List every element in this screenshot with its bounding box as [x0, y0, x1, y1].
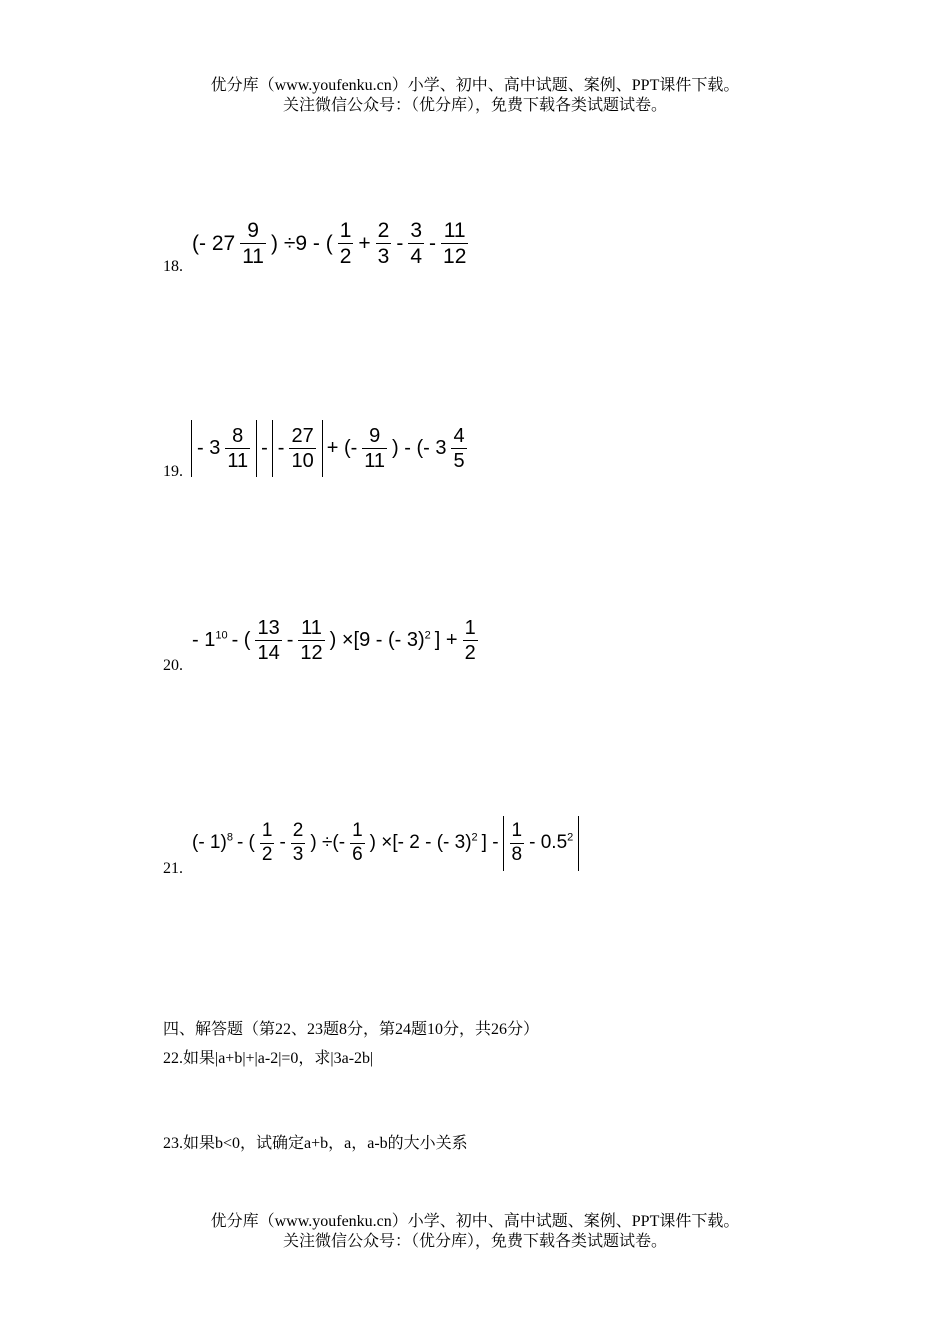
- numerator: 2: [377, 219, 390, 242]
- expr-text: - 0.5: [529, 832, 568, 854]
- numerator: 1: [352, 820, 363, 841]
- fraction: [225, 424, 250, 473]
- fraction: [255, 616, 281, 665]
- problem-18-expression: [190, 218, 471, 269]
- fraction: [291, 820, 306, 867]
- numerator: 9: [247, 219, 259, 242]
- expr-text: [370, 832, 478, 854]
- fraction: [362, 424, 387, 473]
- expr-text: -: [396, 231, 404, 255]
- fraction: [451, 424, 466, 473]
- expr-text: ) ×[- 2 - (- 3): [369, 832, 472, 854]
- numerator: 1: [339, 219, 352, 242]
- watermark-line-1: 优分库（www.youfenku.cn）小学、初中、高中试题、案例、PPT课件下载。: [210, 1213, 740, 1230]
- expr-text: - (: [236, 832, 255, 854]
- expr-text: ) - (- 3: [392, 437, 447, 459]
- footer-watermark: [0, 1212, 950, 1252]
- denominator: 2: [339, 245, 352, 269]
- expr-text: -: [277, 437, 285, 459]
- problem-19-expression: [189, 420, 470, 477]
- numerator: 11: [443, 219, 466, 242]
- numerator: 1: [261, 820, 273, 841]
- fraction: [376, 218, 392, 269]
- section-heading: 四、解答题（第22、23题8分，第24题10分，共26分）: [163, 1021, 540, 1038]
- problem-20-expression: [190, 616, 481, 665]
- expr-text: [192, 832, 233, 854]
- expr-text: -: [279, 832, 286, 854]
- problem-21-number: 21.: [163, 860, 183, 877]
- expr-text: +: [358, 231, 371, 255]
- expr-text: ] -: [481, 832, 499, 854]
- denominator: 12: [443, 245, 467, 269]
- fraction: [441, 218, 468, 269]
- denominator: 2: [464, 642, 476, 664]
- numerator: 3: [410, 219, 423, 242]
- fraction: [510, 820, 525, 867]
- numerator: 1: [464, 617, 476, 639]
- expr-text: ) ×[9 - (- 3): [329, 629, 425, 651]
- fraction: [408, 218, 424, 269]
- expr-text: ] +: [434, 629, 458, 651]
- expr-text: [192, 629, 228, 652]
- fraction: [463, 616, 478, 665]
- absolute-value: [191, 420, 257, 477]
- numerator: 2: [292, 820, 304, 841]
- question-22: 22.如果|a+b|+|a-2|=0，求|3a-2b|: [163, 1050, 374, 1067]
- fraction: [289, 424, 315, 473]
- expr-text: - 3: [197, 437, 221, 459]
- expr-text: -: [261, 437, 268, 459]
- expr-text: ) ÷9 - (: [271, 231, 333, 255]
- numerator: 11: [301, 617, 322, 639]
- watermark-line-2: 关注微信公众号：（优分库），免费下载各类试题试卷。: [282, 1233, 667, 1250]
- watermark-line-2: 关注微信公众号：（优分库），免费下载各类试题试卷。: [282, 97, 667, 114]
- denominator: 11: [364, 450, 386, 472]
- fraction: [260, 820, 275, 867]
- absolute-value: [272, 420, 323, 477]
- absolute-value: [503, 816, 580, 871]
- exponent: 2: [424, 629, 431, 642]
- denominator: 3: [377, 245, 390, 269]
- exponent: 2: [567, 831, 574, 844]
- denominator: 12: [300, 642, 323, 664]
- problem-19-number: 19.: [163, 463, 183, 480]
- fraction: [240, 218, 266, 269]
- denominator: 5: [453, 450, 465, 472]
- numerator: 27: [291, 425, 314, 447]
- denominator: 8: [511, 843, 523, 865]
- exponent: 8: [226, 831, 233, 844]
- question-23: 23.如果b<0，试确定a+b，a，a-b的大小关系: [163, 1135, 468, 1152]
- problem-21-expression: [190, 816, 581, 871]
- expr-text: - (: [231, 629, 251, 651]
- numerator: 13: [257, 617, 280, 639]
- header-watermark: [0, 76, 950, 116]
- denominator: 3: [292, 843, 304, 865]
- numerator: 8: [232, 425, 244, 447]
- exponent: 2: [471, 831, 478, 844]
- expr-text: [330, 629, 431, 652]
- numerator: 1: [511, 820, 523, 841]
- expr-text: - 1: [192, 629, 216, 651]
- fraction: [338, 218, 354, 269]
- expr-text: -: [286, 629, 294, 651]
- numerator: 9: [369, 425, 381, 447]
- denominator: 11: [227, 450, 249, 472]
- denominator: 6: [352, 843, 363, 865]
- expr-text: + (-: [326, 437, 358, 459]
- expr-text: [529, 832, 573, 854]
- fraction: [350, 820, 365, 867]
- expr-text: (- 27: [192, 231, 236, 255]
- expr-text: ) ÷(-: [310, 832, 346, 854]
- problem-18-number: 18.: [163, 258, 183, 275]
- denominator: 10: [291, 450, 314, 472]
- watermark-line-1: 优分库（www.youfenku.cn）小学、初中、高中试题、案例、PPT课件下载。: [210, 77, 740, 94]
- denominator: 11: [242, 245, 264, 269]
- denominator: 4: [410, 245, 423, 269]
- expr-text: -: [429, 231, 437, 255]
- expr-text: (- 1): [192, 832, 227, 854]
- denominator: 14: [257, 642, 280, 664]
- exponent: 10: [215, 629, 228, 642]
- denominator: 2: [261, 843, 273, 865]
- numerator: 4: [453, 425, 465, 447]
- fraction: [298, 616, 324, 665]
- problem-20-number: 20.: [163, 657, 183, 674]
